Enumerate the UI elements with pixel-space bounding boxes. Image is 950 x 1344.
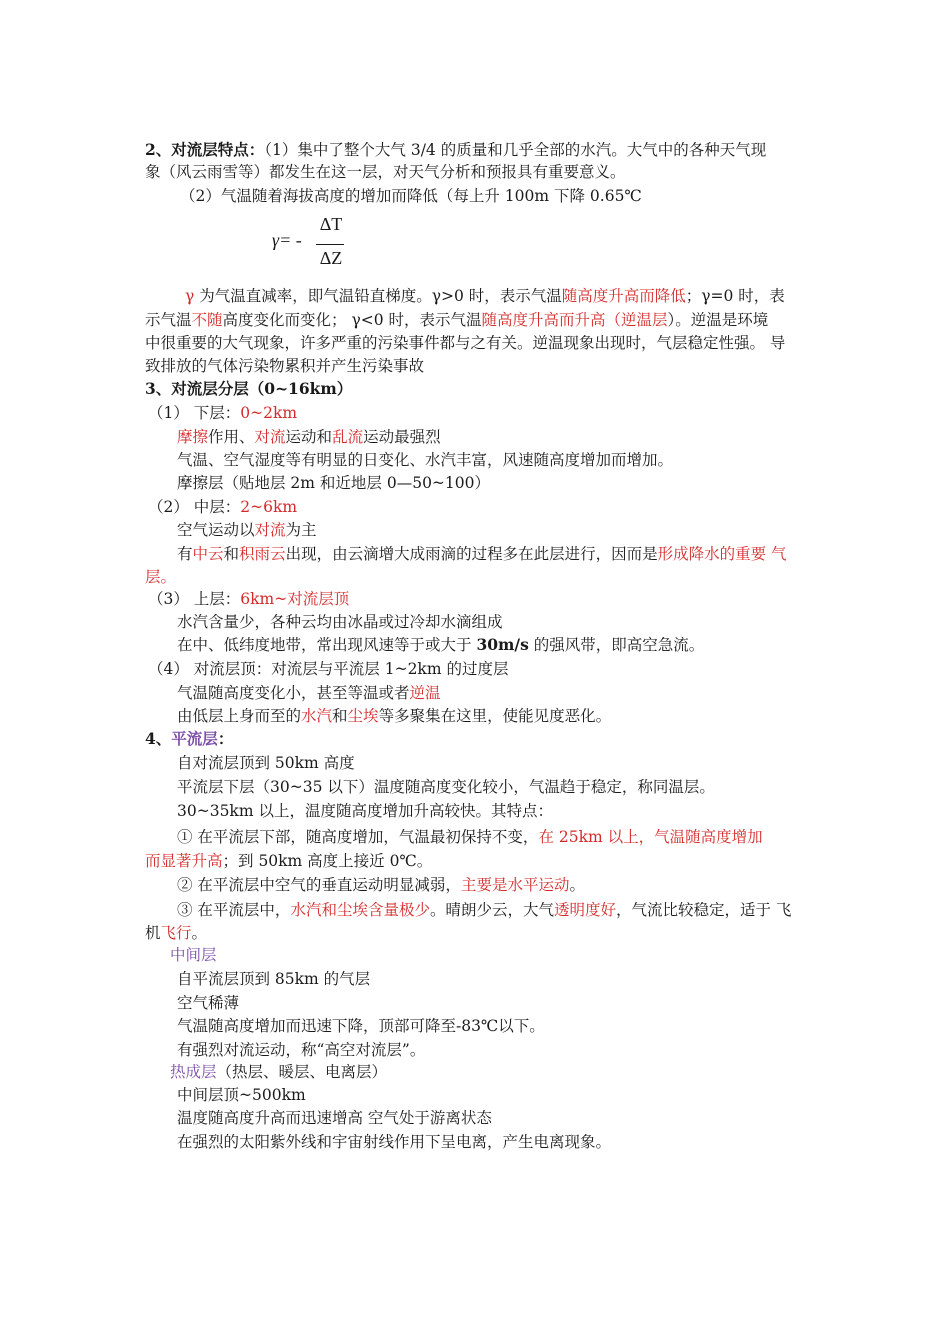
sec4-feature2: ② 在平流层中空气的垂直运动明显减弱，主要是水平运动。: [177, 876, 585, 894]
sec2-p1a: （1）集中了整个大气 3/4 的质量和几乎全部的水汽。大气中的各种天气现: [264, 141, 767, 159]
thermosphere-l2: 温度随高度升高而迅速增高 空气处于游离状态: [177, 1109, 492, 1127]
lower-layer-label: （1） 下层：0~2km: [148, 404, 298, 422]
mesosphere-heading: 中间层: [170, 946, 217, 964]
sec4-heading: 4、平流层：: [145, 729, 234, 748]
thermosphere-heading: 热成层（热层、暖层、电离层）: [170, 1063, 388, 1081]
middle-layer-l1: 空气运动以对流为主: [177, 521, 317, 539]
formula-denominator: ΔZ: [319, 248, 343, 268]
middle-layer-l3: 层。: [145, 568, 177, 586]
upper-layer-l1: 水汽含量少，各种云均由冰晶或过冷却水滴组成: [177, 613, 503, 631]
lower-layer-l3: 摩擦层（贴地层 2m 和近地层 0—50~100）: [177, 474, 490, 492]
lower-layer-l2: 气温、空气湿度等有明显的日变化、水汽丰富，风速随高度增加而增加。: [177, 451, 674, 469]
middle-layer-l2: 有中云和积雨云出现，由云滴增大成雨滴的过程多在此层进行，因而是形成降水的重要 气: [177, 545, 787, 563]
sec4-feature3b: 机飞行。: [145, 924, 208, 942]
gamma-line2: 示气温不随高度变化而变化； γ<0 时，表示气温随高度升高而升高（逆温层）。逆温是环境: [145, 311, 769, 329]
thermosphere-l3: 在强烈的太阳紫外线和宇宙射线作用下呈电离，产生电离现象。: [177, 1133, 612, 1151]
sec4-l3: 30~35km 以上，温度随高度增加升高较快。其特点：: [177, 802, 553, 820]
upper-layer-label: （3） 上层：6km~对流层顶: [148, 590, 350, 608]
mesosphere-l2: 空气稀薄: [177, 994, 240, 1012]
sec4-feature1a: ① 在平流层下部，随高度增加，气温最初保持不变，在 25km 以上，气温随高度增加: [177, 828, 763, 846]
sec3-heading: 3、对流层分层（0~16km）: [145, 379, 353, 398]
formula-fraction-bar: [316, 244, 344, 245]
sec2-line2: 象（风云雨雪等）都发生在这一层，对天气分析和预报具有重要意义。: [145, 163, 626, 181]
formula-numerator: ΔT: [319, 214, 343, 234]
tropopause-l2: 由低层上身而至的水汽和尘埃等多聚集在这里，使能见度恶化。: [177, 707, 612, 725]
mesosphere-l3: 气温随高度增加而迅速下降，顶部可降至-83℃以下。: [177, 1017, 545, 1035]
lower-layer-l1: 摩擦作用、对流运动和乱流运动最强烈: [177, 428, 441, 446]
middle-layer-label: （2） 中层：2~6km: [148, 498, 298, 516]
mesosphere-l1: 自平流层顶到 85km 的气层: [177, 970, 371, 988]
tropopause-label: （4） 对流层顶：对流层与平流层 1~2km 的过度层: [148, 660, 509, 678]
mesosphere-l4: 有强烈对流运动，称“高空对流层”。: [177, 1041, 426, 1059]
sec2-heading: 2、对流层特点：: [145, 140, 265, 159]
sec4-feature1b: 而显著升高；到 50km 高度上接近 0℃。: [145, 852, 433, 870]
tropopause-l1: 气温随高度变化小，甚至等温或者逆温: [177, 684, 441, 702]
gamma-symbol: γ: [185, 287, 195, 305]
sec4-feature3a: ③ 在平流层中，水汽和尘埃含量极少。晴朗少云，大气透明度好，气流比较稳定，适于 飞: [177, 901, 792, 919]
gamma-line1: γ 为气温直减率，即气温铅直梯度。γ>0 时，表示气温随高度升高而降低；γ=0 时，表: [185, 287, 785, 305]
upper-layer-l2: 在中、低纬度地带，常出现风速等于或大于 30m/s 的强风带，即高空急流。: [177, 635, 705, 654]
sec4-l2: 平流层下层（30~35 以下）温度随高度变化较小，气温趋于稳定，称同温层。: [177, 778, 715, 796]
sec2-line1: [145, 139, 815, 161]
formula-lhs: γ= -: [272, 230, 302, 250]
gamma-line3: 中很重要的大气现象，许多严重的污染事件都与之有关。逆温现象出现时，气层稳定性强。 导: [145, 334, 786, 352]
sec4-l1: 自对流层顶到 50km 高度: [177, 754, 355, 772]
lapse-rate-formula: [272, 212, 362, 272]
gamma-line4: 致排放的气体污染物累积并产生污染事故: [145, 357, 425, 375]
thermosphere-l1: 中间层顶~500km: [177, 1086, 306, 1104]
sec2-p2: （2）气温随着海拔高度的增加而降低（每上升 100m 下降 0.65℃: [180, 187, 642, 205]
